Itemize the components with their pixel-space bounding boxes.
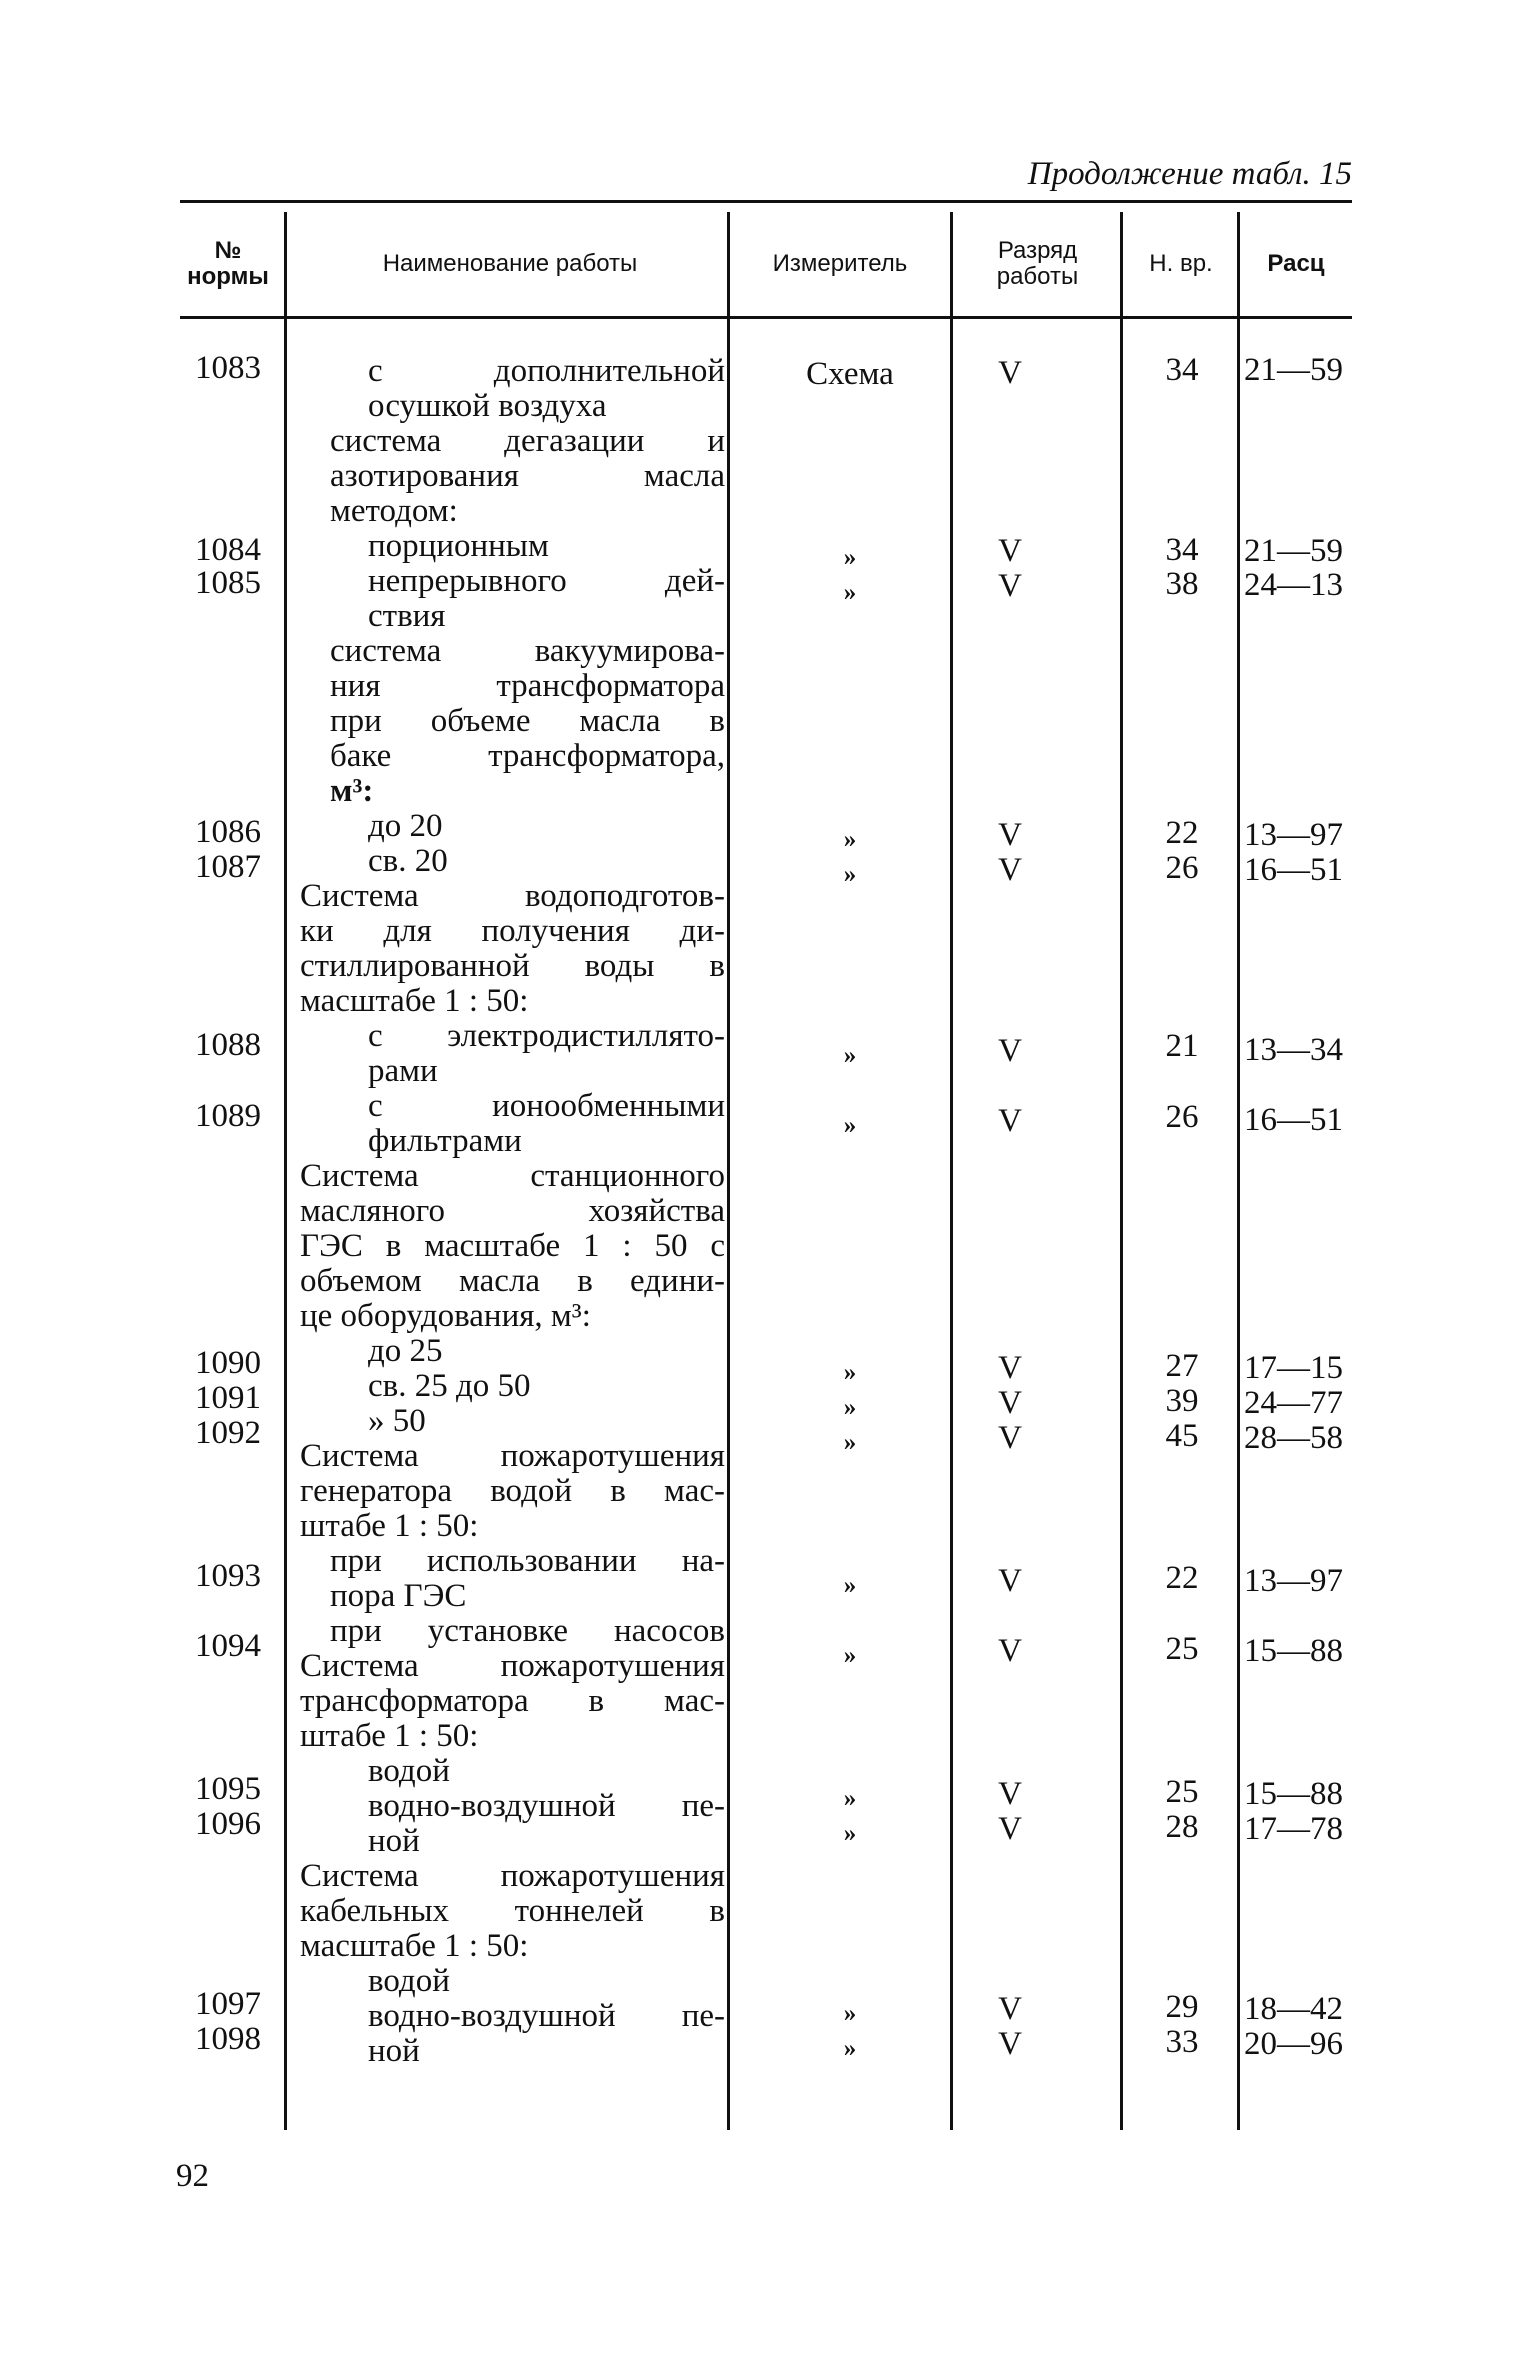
work-name-line: осушкой воздуха <box>368 388 607 424</box>
measure-ditto: » <box>843 1572 857 1599</box>
price-cell: 28—58 <box>1244 1420 1343 1456</box>
work-name-line: пора ГЭС <box>330 1578 467 1614</box>
work-name-line: » 50 <box>368 1403 426 1439</box>
work-name-line: водно-воздушной пе- <box>368 1998 725 2034</box>
header-price: Расц <box>1267 250 1325 277</box>
measure-ditto: » <box>843 1785 857 1812</box>
work-name-line: Система водоподготов- <box>300 878 725 914</box>
price-cell: 15—88 <box>1244 1633 1343 1669</box>
price-cell: 20—96 <box>1244 2026 1343 2062</box>
header-name: Наименование работы <box>382 250 638 277</box>
norm-number: 1092 <box>195 1415 261 1451</box>
price-cell: 17—78 <box>1244 1811 1343 1847</box>
column-divider-5 <box>1237 212 1240 2130</box>
hours-cell: 22 <box>1165 1560 1199 1596</box>
table-continuation-caption: Продолжение табл. 15 <box>1027 156 1352 192</box>
grade-cell: V <box>998 2026 1022 2062</box>
price-cell: 24—77 <box>1244 1385 1343 1421</box>
hours-cell: 28 <box>1165 1809 1199 1845</box>
hours-cell: 27 <box>1165 1348 1199 1384</box>
work-name-line: с электродистиллято- <box>368 1018 725 1054</box>
price-cell: 13—97 <box>1244 817 1343 853</box>
price-cell: 15—88 <box>1244 1776 1343 1812</box>
hours-cell: 34 <box>1165 532 1199 568</box>
grade-cell: V <box>998 1633 1022 1669</box>
work-name-line: система вакуумирова- <box>330 633 725 669</box>
work-name-line: система дегазации и <box>330 423 725 459</box>
work-name-line: порционным <box>368 528 549 564</box>
work-name-line: до 20 <box>368 808 443 844</box>
work-name-line: ния трансформатора <box>330 668 725 704</box>
work-name-line: масляного хозяйства <box>300 1193 725 1229</box>
work-name-line: ной <box>368 2033 420 2069</box>
measure-ditto: » <box>843 861 857 888</box>
work-name-line: рами <box>368 1053 438 1089</box>
work-name-line: водно-воздушной пе- <box>368 1788 725 1824</box>
hours-cell: 39 <box>1165 1383 1199 1419</box>
work-name-line: методом: <box>330 493 458 529</box>
work-name-line: до 25 <box>368 1333 443 1369</box>
hours-cell: 38 <box>1165 566 1199 602</box>
column-divider-1 <box>284 212 287 2130</box>
norm-number: 1094 <box>195 1628 261 1664</box>
grade-cell: V <box>998 1811 1022 1847</box>
work-name-line: Система пожаротушения <box>300 1438 725 1474</box>
grade-cell: V <box>998 1563 1022 1599</box>
hours-cell: 33 <box>1165 2024 1199 2060</box>
header-top-rule <box>180 200 1352 203</box>
hours-cell: 25 <box>1165 1631 1199 1667</box>
grade-cell: V <box>998 1033 1022 1069</box>
price-cell: 16—51 <box>1244 1102 1343 1138</box>
work-name-line: с дополнительной <box>368 353 725 389</box>
header-grade: Разряд работы <box>996 237 1079 290</box>
norm-number: 1091 <box>195 1380 261 1416</box>
measure-ditto: » <box>843 544 857 571</box>
measure-ditto: » <box>843 1042 857 1069</box>
measure-cell: Схема <box>806 356 894 392</box>
work-name-line: кабельных тоннелей в <box>300 1893 725 1929</box>
work-name-line: масштабе 1 : 50: <box>300 983 529 1019</box>
work-name-line: трансформатора в мас- <box>300 1683 725 1719</box>
measure-ditto: » <box>843 1394 857 1421</box>
grade-cell: V <box>998 1991 1022 2027</box>
norm-number: 1095 <box>195 1771 261 1807</box>
work-name-line: масштабе 1 : 50: <box>300 1928 529 1964</box>
hours-cell: 22 <box>1165 815 1199 851</box>
work-name-line: штабе 1 : 50: <box>300 1508 479 1544</box>
price-cell: 13—97 <box>1244 1563 1343 1599</box>
price-cell: 18—42 <box>1244 1991 1343 2027</box>
work-name-line: водой <box>368 1753 450 1789</box>
measure-ditto: » <box>843 1642 857 1669</box>
work-name-line: при использовании на- <box>330 1543 725 1579</box>
work-name-line: це оборудования, м³: <box>300 1298 591 1334</box>
grade-cell: V <box>998 355 1022 391</box>
work-name-line: Система станционного <box>300 1158 725 1194</box>
norm-number: 1097 <box>195 1986 261 2022</box>
norm-number: 1083 <box>195 350 261 386</box>
hours-cell: 29 <box>1165 1989 1199 2025</box>
norm-number: 1086 <box>195 814 261 850</box>
work-name-line: водой <box>368 1963 450 1999</box>
grade-cell: V <box>998 533 1022 569</box>
header-bottom-rule <box>180 316 1352 319</box>
measure-ditto: » <box>843 1820 857 1847</box>
column-divider-4 <box>1120 212 1123 2130</box>
norm-number: 1098 <box>195 2021 261 2057</box>
work-name-line: Система пожаротушения <box>300 1648 725 1684</box>
work-name-line: при объеме масла в <box>330 703 725 739</box>
header-norm: № нормы <box>187 237 269 290</box>
work-name-line: азотирования масла <box>330 458 725 494</box>
measure-ditto: » <box>843 826 857 853</box>
measure-ditto: » <box>843 2000 857 2027</box>
grade-cell: V <box>998 852 1022 888</box>
work-name-line: баке трансформатора, <box>330 738 725 774</box>
hours-cell: 34 <box>1165 352 1199 388</box>
measure-ditto: » <box>843 1112 857 1139</box>
work-name-line: при установке насосов <box>330 1613 725 1649</box>
work-name-line: стиллированной воды в <box>300 948 725 984</box>
hours-cell: 25 <box>1165 1774 1199 1810</box>
price-cell: 17—15 <box>1244 1350 1343 1386</box>
grade-cell: V <box>998 1350 1022 1386</box>
price-cell: 21—59 <box>1244 352 1343 388</box>
grade-cell: V <box>998 1776 1022 1812</box>
work-name-line: штабе 1 : 50: <box>300 1718 479 1754</box>
hours-cell: 26 <box>1165 1099 1199 1135</box>
hours-cell: 26 <box>1165 850 1199 886</box>
measure-ditto: » <box>843 579 857 606</box>
work-name-line: ствия <box>368 598 446 634</box>
work-name-line: ГЭС в масштабе 1 : 50 с <box>300 1228 725 1264</box>
norm-number: 1088 <box>195 1027 261 1063</box>
price-cell: 16—51 <box>1244 852 1343 888</box>
work-name-line: с ионообменными <box>368 1088 725 1124</box>
hours-cell: 21 <box>1165 1028 1199 1064</box>
work-name-line: ки для получения ди- <box>300 913 725 949</box>
grade-cell: V <box>998 817 1022 853</box>
norm-number: 1096 <box>195 1806 261 1842</box>
work-name-line: объемом масла в едини- <box>300 1263 725 1299</box>
work-name-line: св. 20 <box>368 843 448 879</box>
work-name-line: св. 25 до 50 <box>368 1368 531 1404</box>
header-hours: Н. вр. <box>1149 250 1213 277</box>
page-number: 92 <box>176 2158 209 2194</box>
hours-cell: 45 <box>1165 1418 1199 1454</box>
measure-ditto: » <box>843 2035 857 2062</box>
norm-number: 1084 <box>195 532 261 568</box>
header-measure: Измеритель <box>772 250 908 277</box>
work-name-line: непрерывного дей- <box>368 563 725 599</box>
grade-cell: V <box>998 1385 1022 1421</box>
work-name-line: ной <box>368 1823 420 1859</box>
norm-number: 1090 <box>195 1345 261 1381</box>
grade-cell: V <box>998 1420 1022 1456</box>
norm-number: 1089 <box>195 1098 261 1134</box>
norm-number: 1085 <box>195 565 261 601</box>
work-name-line: Система пожаротушения <box>300 1858 725 1894</box>
work-name-line: генератора водой в мас- <box>300 1473 725 1509</box>
grade-cell: V <box>998 568 1022 604</box>
norm-number: 1093 <box>195 1558 261 1594</box>
norm-number: 1087 <box>195 849 261 885</box>
price-cell: 13—34 <box>1244 1032 1343 1068</box>
work-name-line: фильтрами <box>368 1123 522 1159</box>
work-name-line: м³: <box>330 773 374 809</box>
measure-ditto: » <box>843 1429 857 1456</box>
grade-cell: V <box>998 1103 1022 1139</box>
measure-ditto: » <box>843 1359 857 1386</box>
price-cell: 24—13 <box>1244 567 1343 603</box>
price-cell: 21—59 <box>1244 533 1343 569</box>
